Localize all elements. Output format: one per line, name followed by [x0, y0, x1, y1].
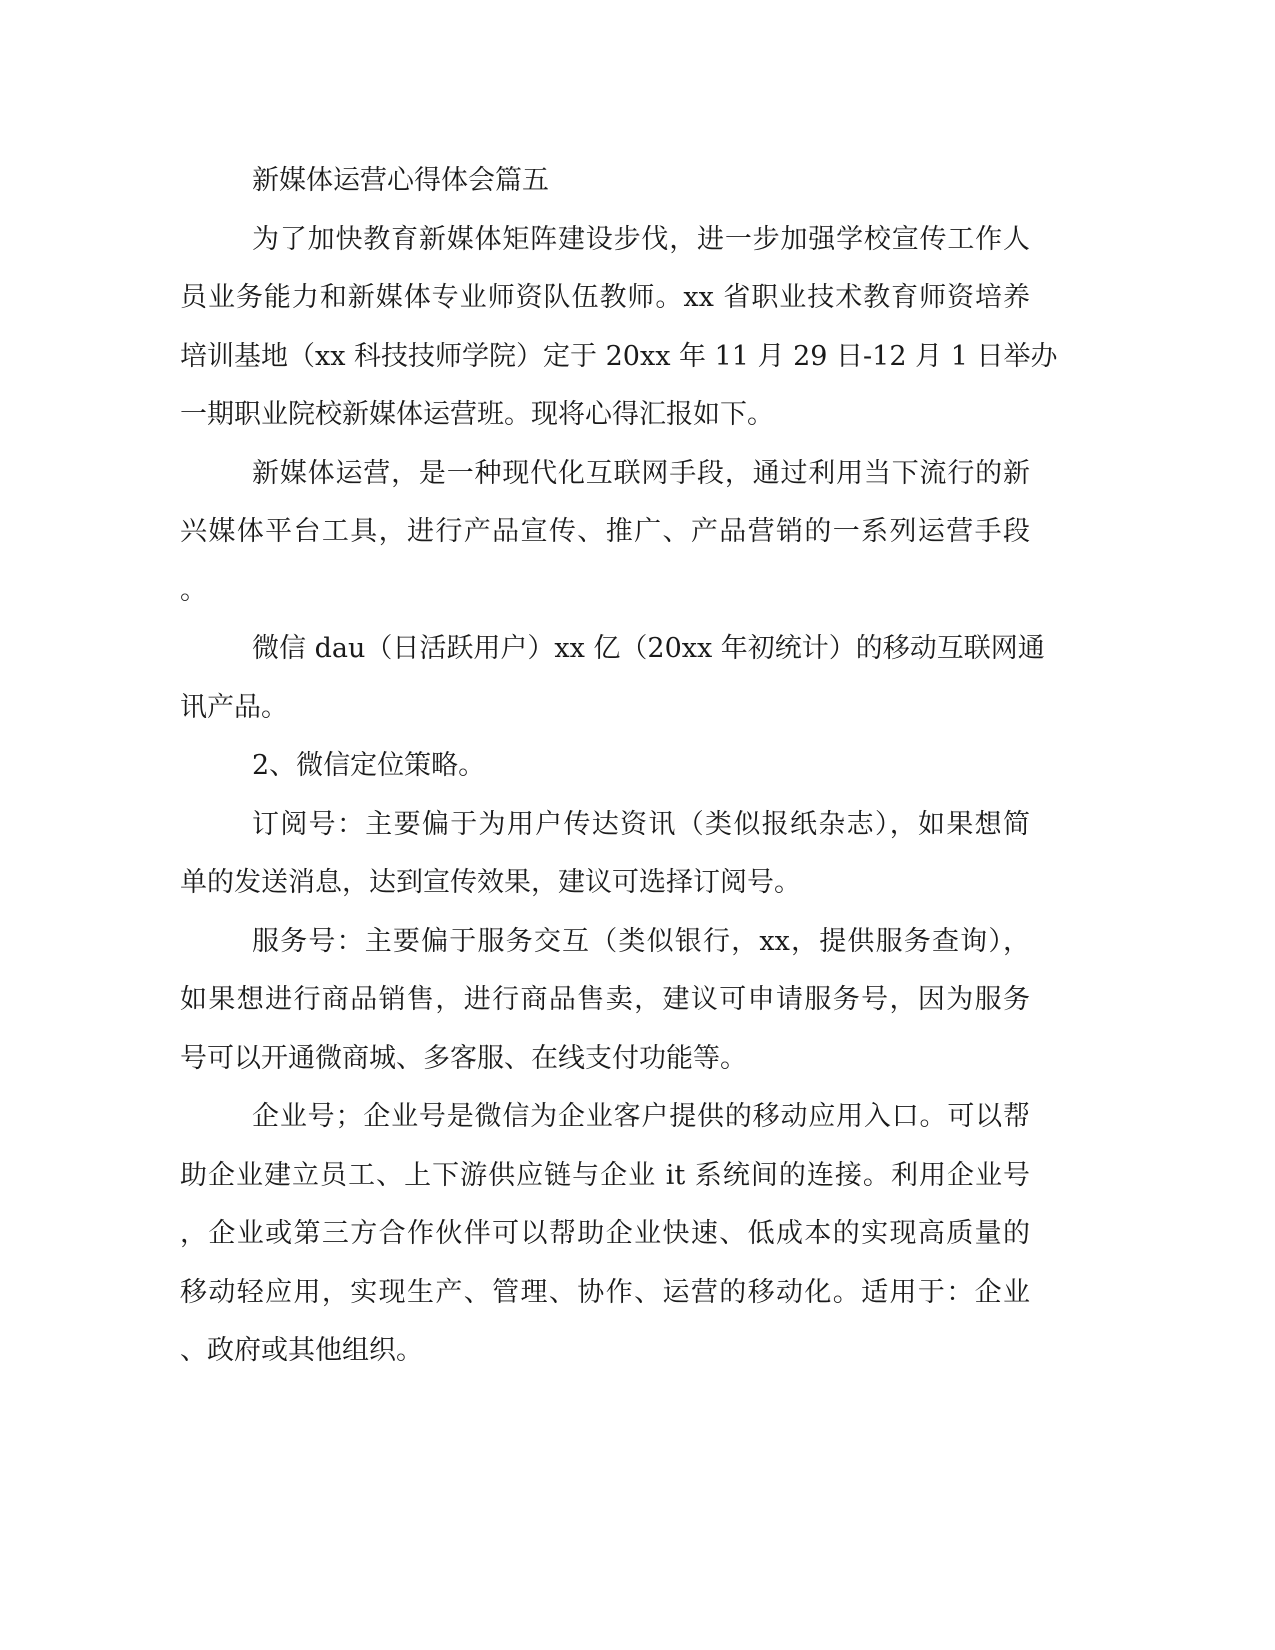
text-line: 。 — [180, 574, 207, 606]
text-line: 、政府或其他组织。 — [180, 1335, 423, 1366]
text-line: 企业号；企业号是微信为企业客户提供的移动应用入口。可以帮 — [252, 1101, 1030, 1132]
text-line: 培训基地（xx 科技技师学院）定于 20xx 年 11 月 29 日-12 月 1 日举办 — [180, 340, 1058, 372]
text-line: 号可以开通微商城、多客服、在线支付功能等。 — [180, 1042, 747, 1074]
document-page — [180, 152, 1058, 1381]
text-line: 移动轻应用，实现生产、管理、协作、运营的移动化。适用于：企业 — [180, 1276, 1030, 1308]
document-title: 新媒体运营心得体会篇五 — [252, 165, 549, 196]
text-line: 员业务能力和新媒体专业师资队伍教师。xx 省职业技术教育师资培养 — [180, 282, 1030, 313]
text-line: 讯产品。 — [180, 691, 288, 723]
text-line: 如果想进行商品销售，进行商品售卖，建议可申请服务号，因为服务 — [180, 984, 1030, 1015]
text-line: 一期职业院校新媒体运营班。现将心得汇报如下。 — [180, 399, 774, 430]
text-line: 为了加快教育新媒体矩阵建设步伐，进一步加强学校宣传工作人 — [252, 223, 1030, 255]
text-line: ，企业或第三方合作伙伴可以帮助企业快速、低成本的实现高质量的 — [180, 1218, 1030, 1249]
text-line: 服务号：主要偏于服务交互（类似银行，xx，提供服务查询）， — [252, 925, 1030, 957]
text-line: 单的发送消息，达到宣传效果，建议可选择订阅号。 — [180, 867, 801, 898]
text-line: 微信 dau（日活跃用户）xx 亿（20xx 年初统计）的移动互联网通 — [252, 633, 1045, 664]
text-line: 订阅号：主要偏于为用户传达资讯（类似报纸杂志），如果想简 — [252, 808, 1030, 840]
text-line: 新媒体运营，是一种现代化互联网手段，通过利用当下流行的新 — [252, 457, 1030, 489]
text-line: 兴媒体平台工具，进行产品宣传、推广、产品营销的一系列运营手段 — [180, 516, 1030, 547]
text-line: 2、微信定位策略。 — [252, 750, 486, 781]
text-line: 助企业建立员工、上下游供应链与企业 it 系统间的连接。利用企业号 — [180, 1159, 1030, 1191]
